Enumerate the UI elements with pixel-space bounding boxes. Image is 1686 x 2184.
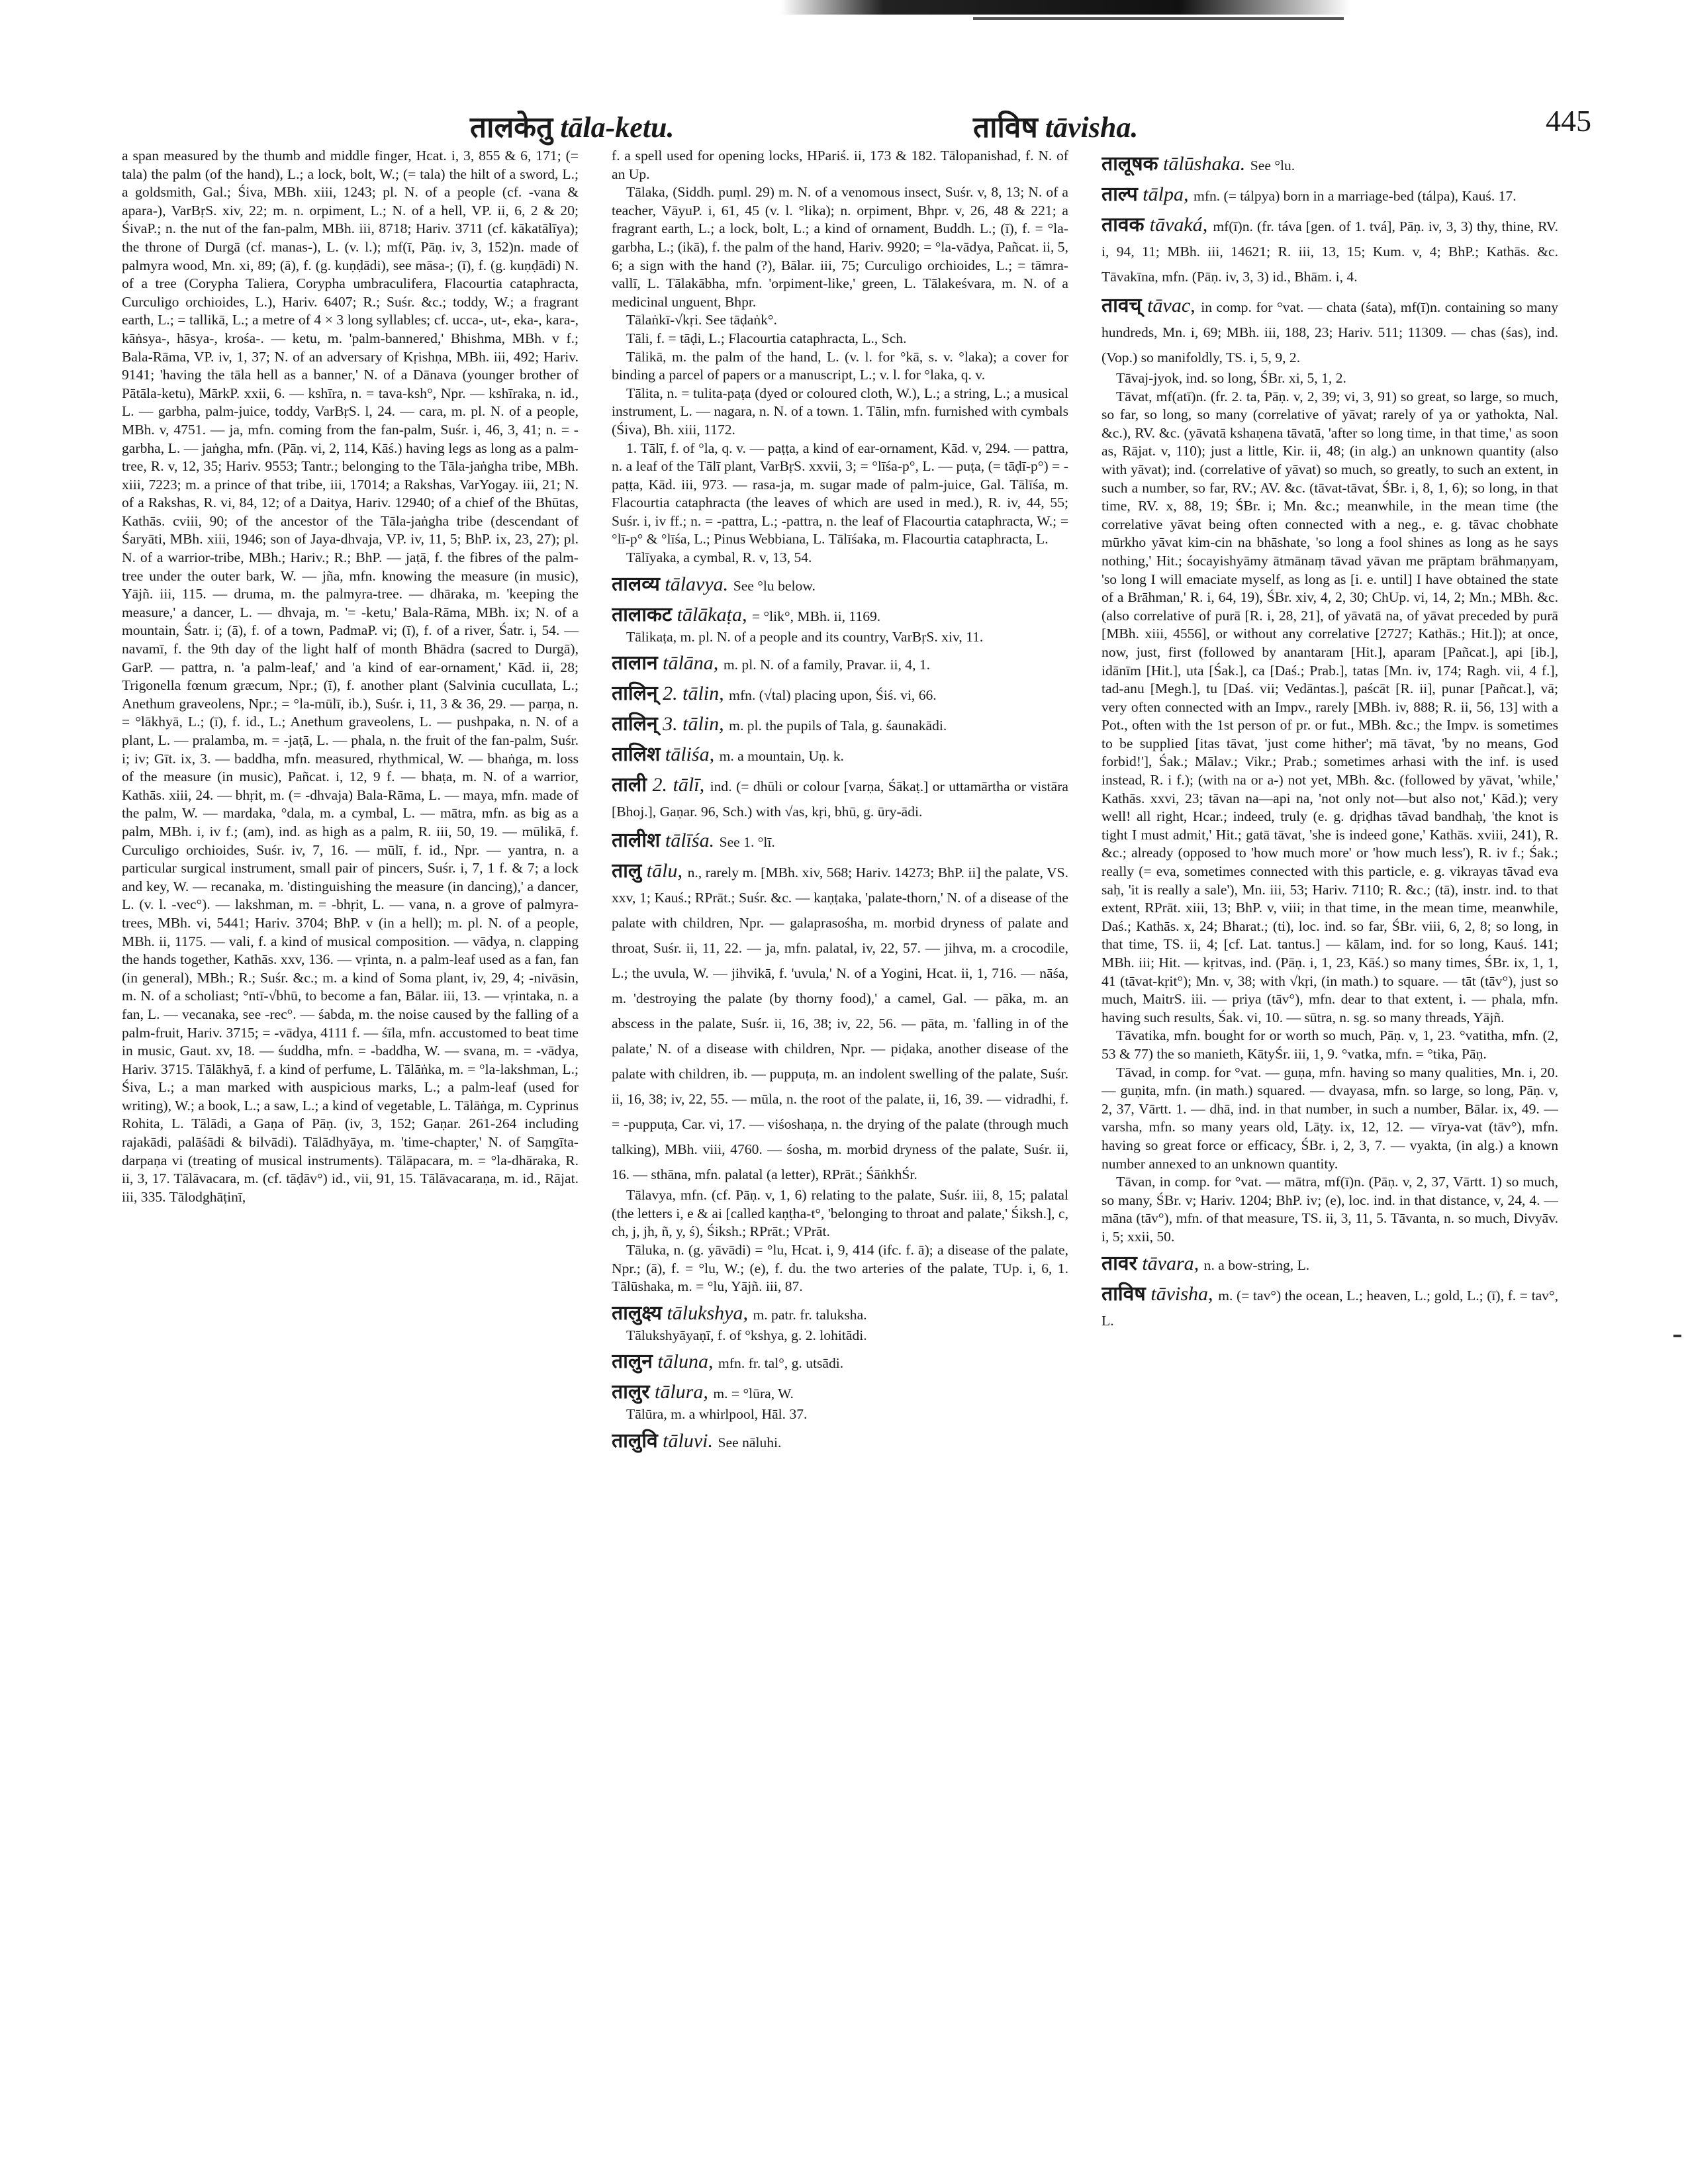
sub-entry: Tālīyaka, a cymbal, R. v, 13, 54. (626, 549, 812, 566)
sub-entry: Tāvaj-jyok, ind. so long, ŚBr. xi, 5, 1, 2. (1116, 370, 1346, 386)
headword-devanagari: तालीश (612, 830, 661, 852)
headword-entry (612, 1380, 1068, 1405)
headword-roman: tālavya. (659, 573, 733, 595)
headword-entry (612, 1302, 1068, 1327)
headword-entry (612, 651, 1068, 677)
right-running-head (973, 106, 1138, 146)
sub-entry: Tāli, f. = tāḍi, L.; Flacourtia cataphracta, L., Sch. (626, 330, 907, 346)
margin-mark (1673, 1335, 1681, 1337)
entry-definition: = °lik°, MBh. ii, 1169. (751, 608, 881, 624)
headword-devanagari: तावक (1101, 214, 1145, 236)
headword-roman: tālpa, (1137, 183, 1194, 205)
headword-devanagari: तावच् (1101, 295, 1142, 316)
headword-roman: tāluvi. (657, 1430, 718, 1452)
headword-devanagari: तालाकट (612, 603, 673, 626)
headword-devanagari: तालुवि (612, 1430, 658, 1452)
entry-definition: m. patr. fr. taluksha. (753, 1306, 867, 1323)
headword-roman: tālīśa. (660, 830, 720, 852)
sub-entry: Tāvan, in comp. for °vat. — mātra, mf(ī)n. (Pāṇ. v, 2, 37, Vārtt. 1) so much, so many, ŚBr. v; Hariv. 1204; BhP. iv; (e), loc. ind. in that distance, v, 24, 4. — māna (tāv°), mfn. of that measure, TS. ii, 3, 11, 5. Tāvanta, n. so much, Divyāv. i, 5; xxii, 50. (1101, 1174, 1558, 1245)
headword-entry (1101, 183, 1558, 208)
headword-entry (612, 743, 1068, 768)
headword-entry (612, 682, 1068, 707)
sub-entry: Tālavya, mfn. (cf. Pāṇ. v, 1, 6) relating to the palate, Suśr. iii, 8, 15; palatal (the letters i, e & ai [called kaṇṭha-t°, 'belonging to throat and palate,' Śiksh.], c, ch, j, jh, ñ, y, ś), Śiksh.; RPrāt.; VPrāt. (612, 1187, 1068, 1240)
headword-roman: tālukshya, (661, 1302, 753, 1324)
left-head-devanagari: तालकेतु (470, 111, 553, 144)
headword-devanagari: तालूषक (1101, 153, 1158, 175)
headword-roman: tāvisha, (1145, 1282, 1219, 1305)
entry-definition: n. a bow-string, L. (1203, 1257, 1310, 1273)
headword-devanagari: तालु (612, 860, 642, 882)
column-2 (612, 147, 1068, 2120)
sub-entry: Tālita, n. = tulita-paṭa (dyed or coloured cloth, W.), L.; a string, L.; a musical instrument, L. — nagara, n. N. of a town. 1. Tālin, mfn. furnished with cymbals (Śiva), Bh. xiii, 1172. (612, 385, 1068, 438)
headword-devanagari: ताल्प (1101, 183, 1138, 205)
headword-entry (612, 573, 1068, 598)
sub-entry: Tālaṅkī-√kṛi. See tāḍaṅk°. (626, 312, 777, 328)
headword-roman: 2. tālī, (646, 774, 710, 796)
headword-roman: tāvara, (1137, 1252, 1204, 1274)
entry-definition: m. = °lūra, W. (713, 1386, 794, 1402)
headword-roman: tāliśa, (660, 743, 720, 766)
headword-devanagari: ताली (612, 774, 647, 796)
headword-devanagari: तालुन (612, 1351, 653, 1373)
entry-definition: n., rarely m. [MBh. xiv, 568; Hariv. 14273; BhP. ii] the palate, VS. xxv, 1; Kauś.; RPrāt.; Suśr. &c. — kaṇṭaka, 'palate-thorn,' N. of a disease of the palate with children, Npr. — galaprasośha, m. morbid dryness of palate and throat, Suśr. ii, 11, 22. — ja, mfn. palatal, iv, 22, 57. — jihva, m. a crocodile, L.; the uvula, W. — jihvikā, f. 'uvula,' N. of a Yogini, Hcat. ii, 1, 716. — nāśa, m. 'destroying the palate (by thorny food),' a camel, Gal. — pāka, m. an abscess in the palate, Suśr. ii, 16, 38; iv, 22, 56. — pāta, m. 'falling in of the palate,' N. of a disease with children, Npr. — piḍaka, another disease of the palate with children, ib. — puppuṭa, m. an indolent swelling of the palate, Suśr. ii, 16, 38; iv, 22, 55. — mūla, n. the root of the palate, ii, 16, 39. — vidradhi, f. = -puppuṭa, Car. vi, 17. — viśoshaṇa, n. the drying of the palate (through much talking), MBh. viii, 4760. — śosha, m. morbid dryness of the palate, Suśr. ii, 16. — sthāna, mfn. palatal (a letter), RPrāt.; ŚāṅkhŚr. (612, 865, 1068, 1183)
headword-entry (612, 859, 1068, 1186)
entry-definition: ind. (= dhūli or colour [varṇa, Śākaṭ.] or uttamārtha or vistāra [Bhoj.], Gaṇar. 96, Sch.) with √as, kṛi, bhū, g. ūry-ādi. (612, 779, 1068, 820)
entry-definition: mfn. fr. tal°, g. utsādi. (718, 1355, 844, 1372)
headword-devanagari: तालुर (612, 1381, 650, 1403)
entry-definition: m. a mountain, Uṇ. k. (719, 748, 844, 765)
entry-definition: See nāluhi. (718, 1435, 782, 1450)
headword-entry (1101, 213, 1558, 289)
entry-definition: in comp. for °vat. — chata (śata), mf(ī)n. containing so many hundreds, Mn. i, 69; MBh. iii, 188, 23; Hariv. 511; 11309. — chas (śas), ind. (Vop.) so manifoldly, TS. i, 5, 9, 2. (1101, 299, 1558, 365)
headword-devanagari: तालिश (612, 743, 661, 766)
sub-entry: Tālikaṭa, m. pl. N. of a people and its country, VarBṛS. xiv, 11. (626, 628, 984, 645)
sub-entry: Tālukshyāyaṇī, f. of °kshya, g. 2. lohitādi. (626, 1327, 867, 1343)
headword-roman: tālūshaka. (1158, 153, 1250, 175)
sub-entry: Tāvat, mf(atī)n. (fr. 2. ta, Pāṇ. v, 2, 39; vi, 3, 91) so great, so large, so much, so far, so long, so many (correlative of yāvat; rarely of ya or yathokta, Nal. &c.), RV. &c. (yāvatā kshaṇena tāvatā, 'after so long time, in that time,' as soon as, Rājat. v, 110); just a little, Kir. ii, 48; (in alg.) an unknown quantity (also with yāvat); ind. (correlative of yāvat) so much, so greatly, to such an extent, in such a number, so far, RV.; AV. &c. (tāvat-tāvat, ŚBr. i, 8, 1, 6); so long, in that time, RV. x, 88, 19; ŚBr. i; Mn. &c.; meanwhile, in the mean time (the correlative yāvat being often connected with a neg., e. g. tāvac chobhate mūrkho yāvat kim-cin na bhāshate, 'so long a fool shines as long as he says nothing,' Hit.; śocayishyāmy ātmānaṃ tāvad yāvan me prāptam brāhmaṇyam, 'so long I will emaciate myself, as long as [i. e. until] I have obtained the state of a Brāhman,' R. i, 64, 19), ŚBr. xiv, 4, 2, 30; ChUp. vi, 14, 2; Mn.; MBh. &c. (also correlative of purā [R. i, 28, 21], of yāvatā na, of yāvat preceded by purā [MBh. xiii, 4556], or without any correlative [2727; Kathās.; Hit.]); at once, now, just, first (followed by anantaram [Hit.], aparam [Pañcat.], api [ib.], idānīm [Hit.], uta [Śak.], ca [Daś.; Prab.], tatas [Mn. iv, 174; Ragh. vii, 4 f.], tad-anu [Megh.], tu [Daś. vii; Vedāntas.], paścāt [R. ii], punar [Pañcat.], vā; very often connected with an Impv., rarely [MBh. iv, 888; R. ii, 56, 13] with a Pot., often with the 1st person of pr. or fut., MBh. &c.; the Impv. is sometimes to be supplied [itas tāvat, 'just come hither'; mā tāvat, 'by no means, God forbid!'], Śak.; Mālav.; Vikr.; Prab.; sometimes arhasi with the inf. is used instead, R. i f.); (with na or a-) not yet, MBh. &c. (followed by yāvat, 'while,' Kathās. xxvi, 23; tāvan na—api na, 'not only not—but also not,' Kād.); very well! all right, Hcar.; indeed, truly (e. g. dṛiḍhas tāvad bandhaḥ, 'the knot is tight I must admit,' Hit.; gatā tāvat, 'she is indeed gone,' Kathās. xviii, 241), R. &c.; already (opposed to 'how much more' or 'how much less'), R. iv f.; Śak.; really (= eva, sometimes connected with this particle, e. g. vikrayas tāvad eva saḥ, 'it is really a sale'), Mn. iii, 53; Hariv. 7110; R. &c.; (tā), instr. ind. to that extent, RPrāt. xiii, 13; BhP. v, viii; in that time, in the mean time, meanwhile, Daś.; Kathās. x, 24; Bharat.; (ti), loc. ind. so far, ŚBr. viii, 6, 2, 8; so long, in that time, TS. ii, 4; [cf. Lat. tantus.] — kālam, ind. for so long, Kauś. 141; MBh. iii; Hit. — kṛitvas, ind. (Pāṇ. i, 1, 23, Kāś.) so many times, ŚBr. ix, 1, 1, 41 (tāvat-kṛit°); Mn. v, 38; with √kṛi, (in math.) to square. — tāt (tāv°), just so much, MaitrS. iii. — priya (tāv°), mfn. dear to that extent, i. — phala, mfn. having such results, Śak. vi, 10. — sūtra, n. sg. so many threads, Yājñ. (1101, 388, 1558, 1025)
scan-artifact-line (973, 17, 1344, 20)
entry-definition: See 1. °lī. (719, 834, 775, 851)
left-head-roman: tāla-ketu. (560, 111, 675, 144)
headword-roman: 2. tālin, (657, 683, 729, 705)
headword-roman: tāvaká, (1144, 214, 1213, 236)
headword-entry (612, 1429, 1068, 1454)
entry-text: f. a spell used for opening locks, HPariś. ii, 173 & 182. Tālopanishad, f. N. of an Up. (612, 148, 1068, 182)
column-3 (1101, 147, 1558, 2120)
headword-entry (1101, 152, 1558, 177)
headword-roman: tālu, (641, 860, 688, 882)
headword-entry (612, 1350, 1068, 1375)
headword-devanagari: तालिन् (612, 683, 658, 705)
entry-definition: m. pl. the pupils of Tala, g. śaunakādi. (729, 718, 947, 734)
headword-entry (1101, 1282, 1558, 1333)
column-1 (122, 147, 579, 2120)
headword-entry (612, 829, 1068, 854)
right-head-roman: tāvisha. (1045, 111, 1139, 144)
sub-entry: Tālaka, (Siddh. puṃl. 29) m. N. of a venomous insect, Suśr. v, 8, 13; N. of a teacher, VāyuP. i, 61, 45 (v. l. °lika); n. orpiment, Bhpr. v, 26, 48 & 221; a fragrant earth, L.; a lock, bolt, L.; a kind of ornament, Buddh. L.; (ī), f. = °la-garbha, L.; (ikā), f. the palm of the hand, Hariv. 9920; = °la-vādya, Pañcat. ii, 5, 6; a sign with the hand (?), Bālar. iii, 75; Curculigo orchioides, L.; = tāmra-vallī, L. Tālakābha, mfn. 'orpiment-like,' green, L. Tālakeśvara, m. N. of a medicinal unguent, Bhpr. (612, 184, 1068, 310)
headword-devanagari: तालिन् (612, 713, 658, 736)
right-head-devanagari: ताविष (973, 111, 1038, 144)
sub-entry: Tālūra, m. a whirlpool, Hāl. 37. (626, 1406, 808, 1423)
headword-roman: tālākaṭa, (672, 603, 752, 626)
headword-devanagari: ताविष (1101, 1282, 1146, 1305)
headword-roman: 3. tālin, (657, 713, 729, 736)
headword-roman: tālura, (649, 1381, 714, 1403)
entry-definition: m. (= tav°) the ocean, L.; heaven, L.; gold, L.; (ī), f. = tav°, L. (1101, 1287, 1558, 1329)
entry-text: a span measured by the thumb and middle finger, Hcat. i, 3, 855 & 6, 171; (= tala) the palm (of the hand), L.; a lock, bolt, W.; (= tala) the hilt of a sword, L.; a goldsmith, Gal.; Śiva, MBh. xiii, 1243; pl. N. of a people (cf. -vana & apara-), VarBṛS. xiv, 22; m. n. orpiment, L.; N. of a hell, VP. ii, 6, 2 & 20; ŚivaP.; n. the nut of the fan-palm, MBh. iii, 8718; Hariv. 3711 (cf. kākatālīya); the throne of Durgā (cf. manas-), L. (v. l.); mf(ī, Pāṇ. iv, 3, 152)n. made of palmyra wood, Mn. xi, 89; (ā), f. (g. kuṇḍādi), see māsa-; (ī), f. (g. kuṇḍādi) N. of a tree (Corypha Taliera, Corypha umbraculifera, Flacourtia cataphracta, Curculigo orchioides, L.), Hariv. 6407; R.; Suśr. &c.; toddy, W.; a fragrant earth, L.; = tallikā, L.; a metre of 4 × 3 long syllables; cf. ucca-, ut-, eka-, kara-, kāṅsya-, hāsya-, krośa-. — ketu, m. 'palm-bannered,' Bhishma, MBh. v f.; Bala-Rāma, VP. iv, 1, 37; N. of an adversary of Kṛishṇa, MBh. iii, 492; Hariv. 9141; 'having the tāla hell as a banner,' N. of a Dānava (younger brother of Pātāla-ketu), MārkP. xxii, 6. — kshīra, n. = tava-ksh°, Npr. — kshīraka, n. id., L. — garbha, palm-juice, toddy, VarBṛS. l, 24. — cara, m. pl. N. of a people, MBh. v, 4751. — ja, mfn. coming from the fan-palm, Suśr. i, 46, 3, 41; n. = -garbha, L. — jaṅgha, mfn. (Pāṇ. vi, 2, 114, Kāś.) having legs as long as a palm-tree, R. v, 12, 35; Hariv. 9553; Tantr.; belonging to the Tāla-jaṅgha tribe, MBh. xiii, 7223; m. a prince of that tribe, iii, 17014; a Rakshas, VarYogay. iii, 21; N. of a Rakshas, R. vi, 84, 12; of a Daitya, Hariv. 12940; of a chief of the Bhūtas, Kathās. cviii, 90; of the ancestor of the Tāla-jaṅgha tribe (descendant of Śaryāti, MBh. xiii, 1946; son of Jaya-dhvaja, VP. iv, 11, 5; BhP. ix, 23, 27); pl. N. of a warrior-tribe, MBh.; Hariv.; R.; BhP. — jaṭā, f. the fibres of the palm-tree under the outer bark, W. — jña, mfn. knowing the measure (in music), Yājñ. iii, 115. — druma, m. the palmyra-tree. — dhāraka, m. 'keeping the measure,' a dancer, L. — dhvaja, m. '= -ketu,' Bala-Rāma, MBh. ix; N. of a mountain, Śatr. i; (ā), f. of a town, PadmaP. vi; (ī), f. of a river, Śatr. i, 54. — navamī, f. the 9th day of the light half of month Bhādra (sacred to Durgā), GarP. — pattra, n. 'a palm-leaf,' and 'a kind of ear-ornament,' Kād. ii, 28; Trigonella fœnum græcum, Npr.; (ī), f. another plant (Salvinia cucullata, L.; Anethum graveolens, Npr.; = °la-mūlī, ib.), Suśr. i, 11, 3 & 36, 29. — parṇa, n. = °lākhyā, L.; (ī), f. id., L.; Anethum graveolens, L. — pushpaka, n. N. of a plant, L. — pralamba, m. = -jaṭā, L. — phala, n. the fruit of the fan-palm, Suśr. i; iv; Gīt. ix, 3. — baddha, mfn. measured, rhythmical, W. — bhaṅga, m. loss of the measure (in music), Pañcat. i, 12, 9 f. — bhaṭa, m. N. of a warrior, Kathās. xiii, 24. — bhṛit, m. (= -dhvaja) Bala-Rāma, L. — maya, mfn. made of the palm, W. — mardaka, °dala, m. a cymbal, L. — mātra, mfn. as big as a palm, MBh. i, iv f.; (am), ind. as high as a palm, R. iii, 50, 19. — mūlikā, f. Curculigo orchioides, Suśr. iv, 7, 16. — mūlī, f. id., Npr. — yantra, n. a particular surgical instrument, small pair of pincers, Suśr. i, 7, 1 f. & 7; a lock and key, W. — recanaka, m. 'distinguishing the measure (in dancing),' a dancer, L. (v. l. -vec°). — lakshman, m. = -bhṛit, L. — vana, n. a grove of palmyra-trees, MBh. vi, 5441; Hariv. 3704; BhP. v (in a hell); m. pl. N. of a people, MBh. ii, 1175. — vali, f. a kind of musical composition. — vādya, n. clapping the hands together, Kathās. xxv, 136. — vṛinta, n. a palm-leaf used as a fan, fan (in general), MBh.; R.; Suśr. &c.; m. a kind of Soma plant, iv, 29, 4; -nivāsin, m. N. of a scholiast; °ntī-√bhū, to become a fan, Bālar. iii, 13. — vṛintaka, n. a fan, L. — vecanaka, see -rec°. — śabda, m. the noise caused by the falling of a palm-fruit, Hariv. 3715; = -vādya, 4111 f. — śīla, mfn. accustomed to beat time in music, Gaut. xv, 18. — śuddha, mfn. = -baddha, W. — svana, m. = -vādya, Hariv. 3715. Tālākhyā, f. a kind of perfume, L. Tālāṅka, m. = °la-lakshman, L.; Śiva, L.; a man marked with auspicious marks, L.; a palm-leaf (used for writing), W.; a book, L.; a saw, L.; a kind of vegetable, L. Tālāṅga, m. Cyprinus Rohita, L. Tālādi, a Gaṇa of Pāṇ. (iv, 3, 152; Gaṇar. 261-264 including rajakādi, palāśādi & bilvādi). Tālādhyāya, m. 'time-chapter,' N. of Saṃgīta-darpaṇa vi (treating of musical instruments). Tālāpacara, m. = °la-dhāraka, R. ii, 3, 17. Tālāvacara, m. (cf. tāḍāv°) id., vii, 91, 15. Tālāvacaraṇa, m. id., Rājat. iii, 335. Tālodghāṭinī, (122, 148, 579, 1205)
entry-definition: See °lu below. (733, 577, 816, 594)
sub-entry: 1. Tālī, f. of °la, q. v. — paṭṭa, a kind of ear-ornament, Kād. v, 294. — pattra, n. a leaf of the Tālī plant, VarBṛS. xxvii, 3; = °līśa-p°, L. — puṭa, (= tāḍī-p°) = -paṭṭa, Kād. iii, 973. — rasa-ja, m. sugar made of palm-juice, Gal. Tālīśa, m. Flacourtia cataphracta (the leaves of which are used in med.), R. iv, 44, 55; Suśr. i, iv ff.; n. = -pattra, L.; -pattra, n. the leaf of Flacourtia cataphracta, W.; = °lī-p° & °līśa, L.; Pinus Webbiana, L. Tālīśaka, m. Flacourtia cataphracta, L. (612, 440, 1068, 547)
entry-definition: m. pl. N. of a family, Pravar. ii, 4, 1. (723, 657, 931, 673)
headword-roman: tālāna, (657, 652, 724, 675)
left-running-head (470, 106, 675, 146)
headword-entry (1101, 294, 1558, 369)
sub-entry: Tālikā, m. the palm of the hand, L. (v. l. for °kā, s. v. °laka); a cover for binding a parcel of papers or a manuscript, L.; v. l. for °laka, q. v. (612, 348, 1068, 383)
entry-definition: See °lu. (1250, 158, 1295, 173)
headword-roman: tāluna, (652, 1351, 719, 1373)
page-number: 445 (1546, 104, 1591, 138)
entry-definition: mfn. (= tálpya) born in a marriage-bed (tálpa), Kauś. 17. (1193, 188, 1517, 204)
page-header (0, 99, 1686, 146)
headword-entry (1101, 1252, 1558, 1277)
headword-roman: tāvac, (1141, 295, 1201, 316)
sub-entry: Tāluka, n. (g. yāvādi) = °lu, Hcat. i, 9, 414 (ifc. f. ā); a disease of the palate, Npr.; (ā), f. = °lu, W.; (e), f. du. the two arteries of the palate, TUp. i, 6, 1. Tālūshaka, m. = °lu, Yājñ. iii, 87. (612, 1242, 1068, 1295)
entry-definition: mfn. (√tal) placing upon, Śiś. vi, 66. (729, 687, 937, 704)
headword-devanagari: तालुक्ष्य (612, 1302, 662, 1324)
scan-artifact-bar (781, 0, 1350, 15)
headword-entry (612, 773, 1068, 824)
headword-devanagari: तालान (612, 652, 658, 675)
headword-entry (612, 603, 1068, 628)
sub-entry: Tāvatika, mfn. bought for or worth so much, Pāṇ. v, 1, 23. °vatitha, mfn. (2, 53 & 77) the so manieth, KātyŚr. iii, 1, 9. °vatka, mfn. = °tika, Pāṇ. (1101, 1027, 1558, 1062)
sub-entry: Tāvad, in comp. for °vat. — guṇa, mfn. having so many qualities, Mn. i, 20. — guṇita, mfn. (in math.) squared. — dvayasa, mfn. so large, so long, Pāṇ. v, 2, 37, Vārtt. 1. — dhā, ind. in that number, in such a number, Bālar. ix, 49. — varsha, mfn. so many years old, Lāṭy. ix, 12, 12. — vīrya-vat (tāv°), mfn. having so great force or efficacy, ŚBr. i, 2, 3, 7. — vyakta, (in alg.) a known number annexed to an unknown quantity. (1101, 1064, 1558, 1172)
headword-devanagari: तालव्य (612, 573, 660, 595)
entry-definition: mf(ī)n. (fr. táva [gen. of 1. tvá], Pāṇ. iv, 3, 3) thy, thine, RV. i, 94, 11; MBh. iii, 14621; R. iii, 13, 15; Kum. v, 4; BhP.; Kathās. &c. Tāvakīna, mfn. (Pāṇ. iv, 3, 3) id., Bhām. i, 4. (1101, 218, 1558, 285)
headword-devanagari: तावर (1101, 1252, 1137, 1274)
headword-entry (612, 712, 1068, 737)
